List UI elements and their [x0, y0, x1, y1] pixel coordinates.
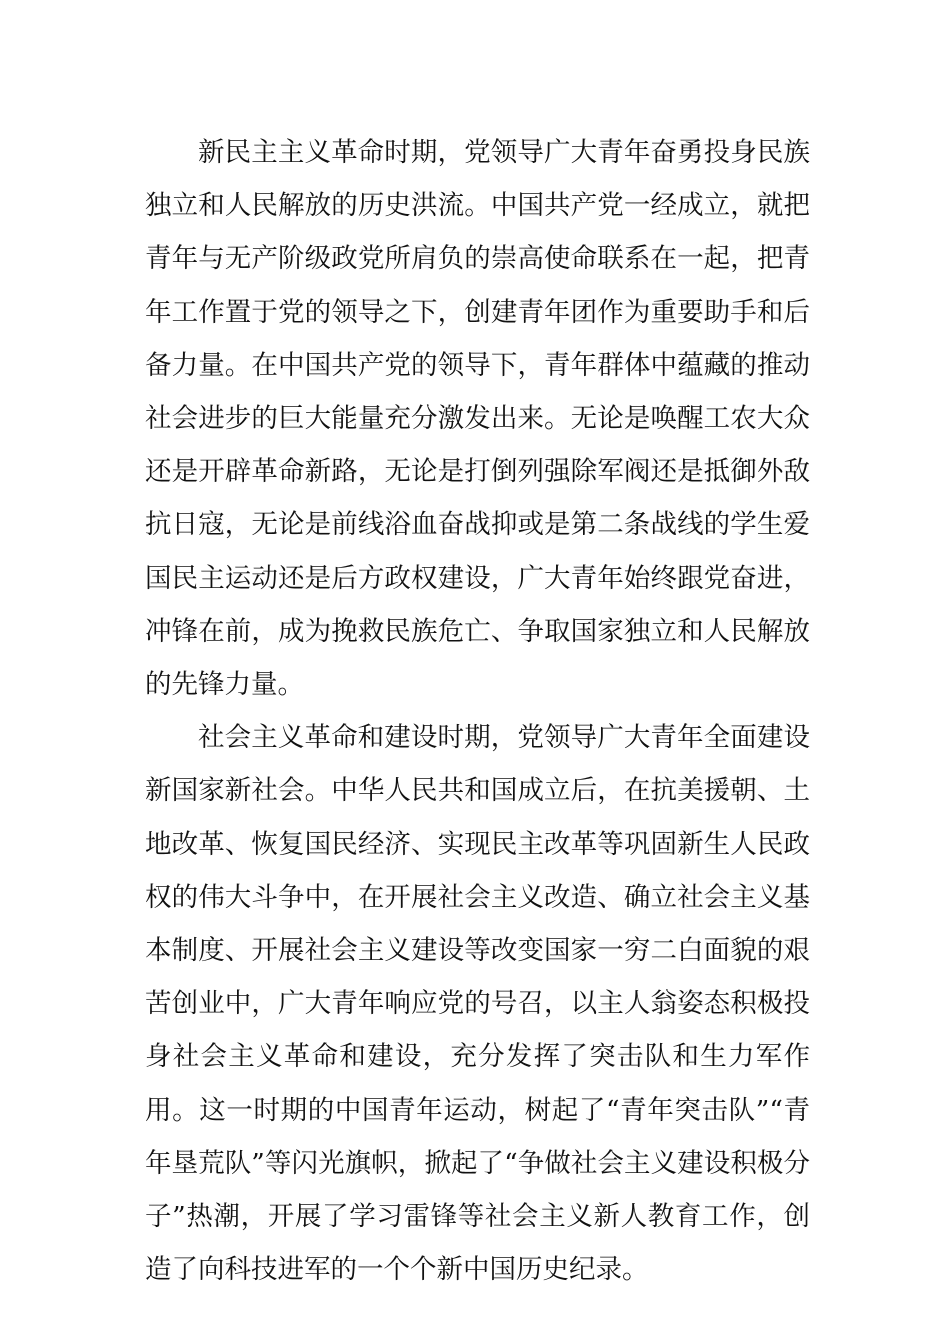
paragraph-socialist-construction: 社会主义革命和建设时期，党领导广大青年全面建设新国家新社会。中华人民共和国成立后，在抗美援朝、土地改革、恢复国民经济、实现民主改革等巩固新生人民政权的伟大斗争中，在开展社会主义改造、确立社会主义基本制度、开展社会主义建设等改变国家一穷二白面貌的艰苦创业中，广大青年响应党的号召，以主人翁姿态积极投身社会主义革命和建设，充分发挥了突击队和生力军作用。这一时期的中国青年运动，树起了“青年突击队”“青年垦荒队”等闪光旗帜，掀起了“争做社会主义建设积极分子”热潮，开展了学习雷锋等社会主义新人教育工作，创造了向科技进军的一个个新中国历史纪录。 — [145, 722, 810, 1286]
body-text — [145, 126, 810, 1296]
paragraph-new-democratic-revolution: 新民主主义革命时期，党领导广大青年奋勇投身民族独立和人民解放的历史洪流。中国共产党一经成立，就把青年与无产阶级政党所肩负的崇高使命联系在一起，把青年工作置于党的领导之下，创建青年团作为重要助手和后备力量。在中国共产党的领导下，青年群体中蕴藏的推动社会进步的巨大能量充分激发出来。无论是唤醒工农大众还是开辟革命新路，无论是打倒列强除军阀还是抵御外敌抗日寇，无论是前线浴血奋战抑或是第二条战线的学生爱国民主运动还是后方政权建设，广大青年始终跟党奋进，冲锋在前，成为挽救民族危亡、争取国家独立和人民解放的先锋力量。 — [145, 137, 810, 701]
